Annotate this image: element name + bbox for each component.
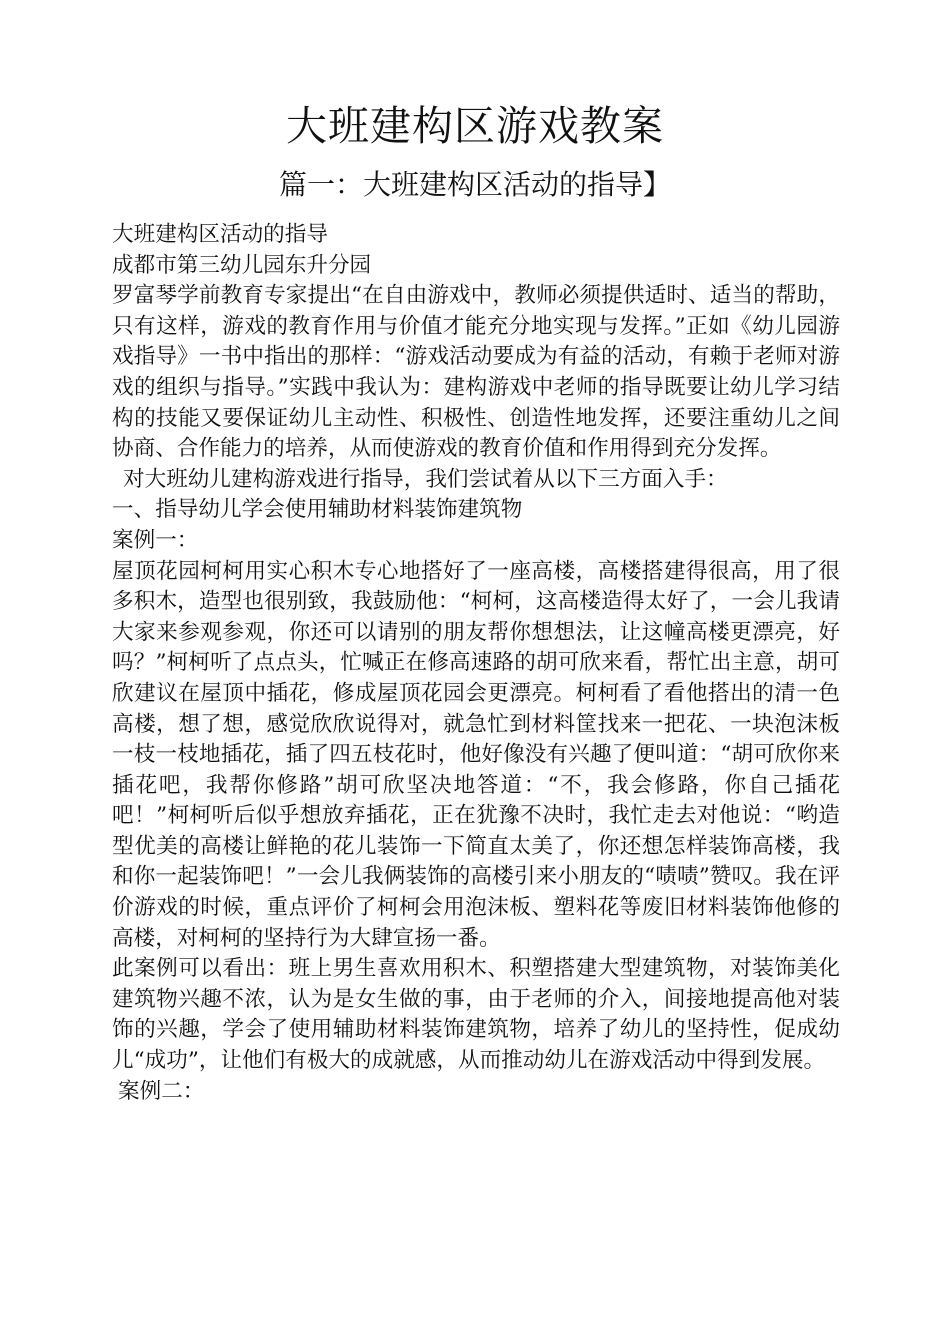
paragraph-case-one-story: 屋顶花园柯柯用实心积木专心地搭好了一座高楼，高楼搭建得很高，用了很多积木，造型也很别致，我鼓励他：“柯柯，这高楼造得太好了，一会儿我请大家来参观参观，你还可以请别的朋友帮你想想法，让这幢高楼更漂亮，好吗？”柯柯听了点点头，忙喊正在修高速路的胡可欣来看，帮忙出主意，胡可欣建议在屋顶中插花，修成屋顶花园会更漂亮。柯柯看了看他搭出的清一色高楼，想了想，感觉欣欣说得对，就急忙到材料筐找来一把花、一块泡沫板一枝一枝地插花，插了四五枝花时，他好像没有兴趣了便叫道：“胡可欣你来插花吧，我帮你修路”胡可欣坚决地答道：“不，我会修路，你自己插花吧！”柯柯听后似乎想放弃插花，正在犹豫不决时，我忙走去对他说：“哟造型优美的高楼让鲜艳的花儿装饰一下简直太美了，你还想怎样装饰高楼，我和你一起装饰吧！”一会儿我俩装饰的高楼引来小朋友的“啧啧”赞叹。我在评价游戏的时候，重点评价了柯柯会用泡沫板、塑料花等废旧材料装饰他修的高楼，对柯柯的坚持行为大肆宣扬一番。 (112, 558, 840, 951)
document-title: 大班建构区游戏教案 (286, 102, 664, 150)
paragraph-case-one-label: 案例一： (112, 527, 199, 553)
paragraph-case-two-label: 案例二： (118, 1078, 205, 1104)
paragraph-case-one-analysis: 此案例可以看出：班上男生喜欢用积木、积塑搭建大型建筑物，对装饰美化建筑物兴趣不浓，认为是女生做的事，由于老师的介入，间接地提高他对装饰的兴趣，学会了使用辅助材料装饰建筑物，培养了幼儿的坚持性，促成幼儿“成功”，让他们有极大的成就感，从而推动幼儿在游戏活动中得到发展。 (112, 956, 840, 1074)
paragraph-author-unit: 成都市第三幼儿园东升分园 (112, 252, 372, 278)
document-body (112, 220, 840, 1107)
paragraph-section-heading: 大班建构区活动的指导 (112, 222, 328, 247)
paragraph-approach-intro: 对大班幼儿建构游戏进行指导，我们尝试着从以下三方面入手： (123, 466, 728, 492)
document-subtitle: 篇一：大班建构区活动的指导】 (278, 168, 671, 201)
paragraph-introduction: 罗富琴学前教育专家提出“在自由游戏中，教师必须提供适时、适当的帮助，只有这样，游戏的教育作用与价值才能充分地实现与发挥。”正如《幼儿园游戏指导》一书中指出的那样：“游戏活动要成为有益的活动，有赖于老师对游戏的组织与指导。”实践中我认为：建构游戏中老师的指导既要让幼儿学习结构的技能又要保证幼儿主动性、积极性、创造性地发挥，还要注重幼儿之间协商、合作能力的培养，从而使游戏的教育价值和作用得到充分发挥。 (112, 283, 840, 462)
paragraph-point-one-heading: 一、指导幼儿学会使用辅助材料装饰建筑物 (112, 497, 523, 523)
